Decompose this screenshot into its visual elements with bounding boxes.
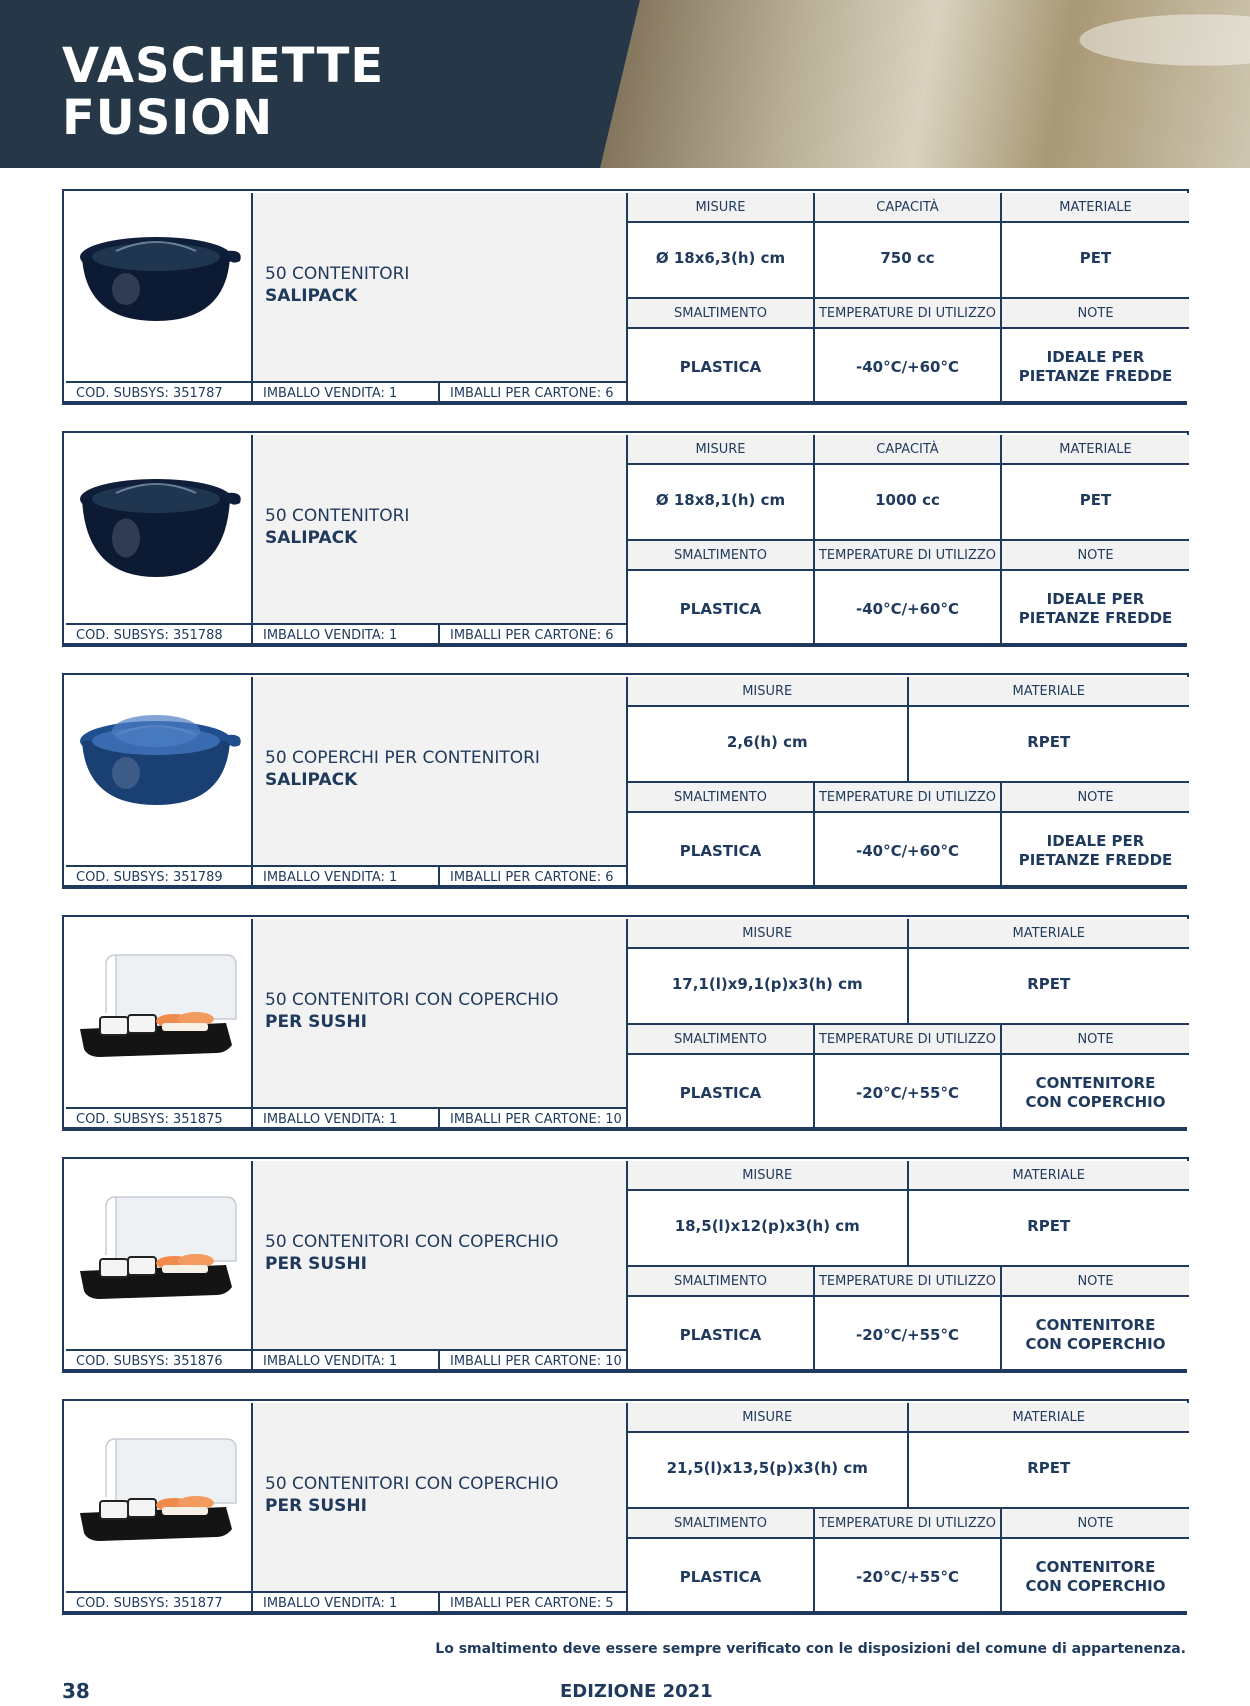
spec-header: MATERIALE — [1012, 1409, 1085, 1425]
spec-value-row — [628, 329, 1189, 405]
spec-value: RPET — [1027, 733, 1071, 751]
product-name-cell — [253, 919, 628, 1107]
header-food-photo — [600, 0, 1250, 168]
spec-value-row — [628, 1433, 1189, 1509]
sales-packaging: IMBALLO VENDITA: 1 — [253, 1349, 440, 1371]
product-name — [265, 1231, 558, 1275]
spec-value: -20°C/+55°C — [815, 1539, 1002, 1615]
spec-value-row — [628, 1055, 1189, 1131]
spec-value: PET — [1079, 249, 1112, 267]
bowl-image — [76, 465, 244, 585]
product-card — [62, 1157, 1187, 1373]
spec-header: MATERIALE — [1012, 1167, 1085, 1183]
spec-header: MISURE — [628, 919, 909, 947]
spec-value: PET — [1079, 491, 1112, 509]
spec-header: MISURE — [628, 193, 815, 221]
card-bottom-rule — [62, 643, 1187, 647]
page-title — [62, 40, 384, 144]
spec-value: -20°C/+55°C — [815, 1297, 1002, 1373]
card-frame — [62, 431, 1189, 645]
spec-header: TEMPERATURE DI UTILIZZO — [815, 1025, 1002, 1053]
product-name-line-2: PER SUSHI — [265, 1012, 367, 1032]
spec-value: -20°C/+55°C — [815, 1055, 1002, 1131]
spec-value-row — [628, 571, 1189, 647]
spec-value: -40°C/+60°C — [815, 571, 1002, 647]
spec-value: Ø 18x6,3(h) cm — [628, 223, 815, 297]
spec-header: NOTE — [1077, 1273, 1114, 1289]
product-name-line-2: PER SUSHI — [265, 1496, 367, 1516]
spec-header-row — [628, 299, 1189, 329]
edition-label: EDIZIONE 2021 — [560, 1681, 713, 1702]
spec-header: CAPACITÀ — [815, 435, 1002, 463]
spec-header: MATERIALE — [1012, 683, 1085, 699]
product-code: COD. SUBSYS: 351789 — [66, 865, 253, 887]
product-name-cell — [253, 677, 628, 865]
card-bottom-rule — [62, 1369, 1187, 1373]
spec-header: MISURE — [628, 1403, 909, 1431]
product-image-cell — [66, 677, 253, 865]
spec-header: NOTE — [1077, 547, 1114, 563]
title-line-1: VASCHETTE — [62, 38, 385, 94]
packs-per-carton: IMBALLI PER CARTONE: 6 — [440, 381, 626, 403]
spec-header: SMALTIMENTO — [628, 783, 815, 811]
card-frame — [62, 1399, 1189, 1613]
product-name — [265, 989, 558, 1033]
spec-value: CONTENITORE CON COPERCHIO — [1025, 1558, 1166, 1595]
spec-header: SMALTIMENTO — [628, 1267, 815, 1295]
sushi-tray-image — [76, 949, 244, 1079]
sales-packaging: IMBALLO VENDITA: 1 — [253, 381, 440, 403]
spec-header: TEMPERATURE DI UTILIZZO — [815, 1509, 1002, 1537]
packs-per-carton: IMBALLI PER CARTONE: 6 — [440, 623, 626, 645]
spec-value: -40°C/+60°C — [815, 329, 1002, 405]
sushi-tray-image — [76, 1433, 244, 1563]
product-name-line-2: SALIPACK — [265, 286, 358, 306]
spec-value-row — [628, 1191, 1189, 1267]
product-image-cell — [66, 1161, 253, 1349]
product-code: COD. SUBSYS: 351788 — [66, 623, 253, 645]
spec-value: PLASTICA — [628, 1297, 815, 1373]
spec-header: SMALTIMENTO — [628, 541, 815, 569]
disposal-disclaimer: Lo smaltimento deve essere sempre verificato con le disposizioni del comune di appartenenza. — [435, 1641, 1186, 1657]
product-name-line-1: 50 CONTENITORI CON COPERCHIO — [265, 1232, 559, 1252]
card-bottom-rule — [62, 1127, 1187, 1131]
spec-header: TEMPERATURE DI UTILIZZO — [815, 783, 1002, 811]
product-name — [265, 747, 540, 791]
product-code: COD. SUBSYS: 351875 — [66, 1107, 253, 1129]
spec-header: TEMPERATURE DI UTILIZZO — [815, 541, 1002, 569]
spec-value-row — [628, 465, 1189, 541]
spec-value: 1000 cc — [815, 465, 1002, 539]
spec-header: NOTE — [1077, 789, 1114, 805]
spec-value: PLASTICA — [628, 329, 815, 405]
spec-header-row — [628, 435, 1189, 465]
spec-header-row — [628, 783, 1189, 813]
packs-per-carton: IMBALLI PER CARTONE: 6 — [440, 865, 626, 887]
spec-header-row — [628, 1025, 1189, 1055]
spec-value: IDEALE PER PIETANZE FREDDE — [1018, 590, 1173, 627]
card-bottom-rule — [62, 1611, 1187, 1615]
spec-value-row — [628, 813, 1189, 889]
spec-value: -40°C/+60°C — [815, 813, 1002, 889]
sales-packaging: IMBALLO VENDITA: 1 — [253, 1591, 440, 1613]
packs-per-carton: IMBALLI PER CARTONE: 5 — [440, 1591, 626, 1613]
spec-value: PLASTICA — [628, 1055, 815, 1131]
card-bottom-rule — [62, 885, 1187, 889]
spec-value: 750 cc — [815, 223, 1002, 297]
spec-value: Ø 18x8,1(h) cm — [628, 465, 815, 539]
spec-header: MISURE — [628, 677, 909, 705]
spec-header-row — [628, 1161, 1189, 1191]
product-name — [265, 263, 409, 307]
spec-header: NOTE — [1077, 1031, 1114, 1047]
sales-packaging: IMBALLO VENDITA: 1 — [253, 623, 440, 645]
product-name-cell — [253, 193, 628, 381]
spec-header: TEMPERATURE DI UTILIZZO — [815, 1267, 1002, 1295]
spec-table — [626, 1403, 1189, 1613]
sales-packaging: IMBALLO VENDITA: 1 — [253, 1107, 440, 1129]
product-name-cell — [253, 1161, 628, 1349]
spec-value: 21,5(l)x13,5(p)x3(h) cm — [628, 1433, 909, 1507]
product-image-cell — [66, 435, 253, 623]
product-code: COD. SUBSYS: 351877 — [66, 1591, 253, 1613]
card-frame — [62, 915, 1189, 1129]
spec-header: CAPACITÀ — [815, 193, 1002, 221]
spec-header: NOTE — [1077, 1515, 1114, 1531]
product-card — [62, 431, 1187, 647]
sushi-tray-image — [76, 1191, 244, 1321]
spec-value: PLASTICA — [628, 813, 815, 889]
spec-value-row — [628, 707, 1189, 783]
spec-header: MATERIALE — [1012, 925, 1085, 941]
spec-value-row — [628, 1539, 1189, 1615]
spec-header: NOTE — [1077, 305, 1114, 321]
spec-value: 2,6(h) cm — [628, 707, 909, 781]
product-name-cell — [253, 435, 628, 623]
product-image-cell — [66, 919, 253, 1107]
spec-value: PLASTICA — [628, 571, 815, 647]
product-name-line-1: 50 CONTENITORI — [265, 506, 410, 526]
product-name-line-1: 50 COPERCHI PER CONTENITORI — [265, 748, 540, 768]
product-card — [62, 1399, 1187, 1615]
spec-table — [626, 919, 1189, 1129]
card-frame — [62, 189, 1189, 403]
spec-table — [626, 435, 1189, 645]
card-bottom-rule — [62, 401, 1187, 405]
spec-table — [626, 193, 1189, 403]
sales-packaging: IMBALLO VENDITA: 1 — [253, 865, 440, 887]
product-name-line-1: 50 CONTENITORI CON COPERCHIO — [265, 990, 559, 1010]
product-name-line-2: PER SUSHI — [265, 1254, 367, 1274]
spec-header: SMALTIMENTO — [628, 299, 815, 327]
page-header — [0, 0, 1250, 168]
spec-header: SMALTIMENTO — [628, 1025, 815, 1053]
spec-value: PLASTICA — [628, 1539, 815, 1615]
product-card — [62, 673, 1187, 889]
spec-header-row — [628, 1403, 1189, 1433]
product-name-line-2: SALIPACK — [265, 770, 358, 790]
spec-value: RPET — [1027, 1459, 1071, 1477]
spec-value: 18,5(l)x12(p)x3(h) cm — [628, 1191, 909, 1265]
spec-value-row — [628, 1297, 1189, 1373]
spec-value: RPET — [1027, 1217, 1071, 1235]
spec-value: IDEALE PER PIETANZE FREDDE — [1018, 348, 1173, 385]
spec-value-row — [628, 223, 1189, 299]
product-card — [62, 915, 1187, 1131]
product-name — [265, 1473, 558, 1517]
card-frame — [62, 673, 1189, 887]
product-image-cell — [66, 1403, 253, 1591]
spec-header: MATERIALE — [1059, 199, 1132, 215]
spec-header-row — [628, 541, 1189, 571]
spec-value: 17,1(l)x9,1(p)x3(h) cm — [628, 949, 909, 1023]
product-name — [265, 505, 409, 549]
spec-header-row — [628, 193, 1189, 223]
product-name-line-1: 50 CONTENITORI CON COPERCHIO — [265, 1474, 559, 1494]
packs-per-carton: IMBALLI PER CARTONE: 10 — [440, 1107, 626, 1129]
spec-table — [626, 1161, 1189, 1371]
product-code: COD. SUBSYS: 351876 — [66, 1349, 253, 1371]
page-number: 38 — [62, 1679, 90, 1703]
spec-header-row — [628, 677, 1189, 707]
spec-header: TEMPERATURE DI UTILIZZO — [815, 299, 1002, 327]
spec-header: SMALTIMENTO — [628, 1509, 815, 1537]
spec-header-row — [628, 1509, 1189, 1539]
bowl-image — [76, 223, 244, 343]
spec-value-row — [628, 949, 1189, 1025]
product-name-line-2: SALIPACK — [265, 528, 358, 548]
card-frame — [62, 1157, 1189, 1371]
spec-header: MISURE — [628, 1161, 909, 1189]
spec-value: CONTENITORE CON COPERCHIO — [1025, 1316, 1166, 1353]
spec-table — [626, 677, 1189, 887]
spec-header-row — [628, 1267, 1189, 1297]
product-name-line-1: 50 CONTENITORI — [265, 264, 410, 284]
bowl-image — [76, 707, 244, 827]
spec-header: MATERIALE — [1059, 441, 1132, 457]
product-card — [62, 189, 1187, 405]
spec-value: IDEALE PER PIETANZE FREDDE — [1018, 832, 1173, 869]
packs-per-carton: IMBALLI PER CARTONE: 10 — [440, 1349, 626, 1371]
spec-value: RPET — [1027, 975, 1071, 993]
spec-value: CONTENITORE CON COPERCHIO — [1025, 1074, 1166, 1111]
product-name-cell — [253, 1403, 628, 1591]
product-image-cell — [66, 193, 253, 381]
spec-header-row — [628, 919, 1189, 949]
product-code: COD. SUBSYS: 351787 — [66, 381, 253, 403]
title-line-2: FUSION — [62, 90, 274, 146]
spec-header: MISURE — [628, 435, 815, 463]
